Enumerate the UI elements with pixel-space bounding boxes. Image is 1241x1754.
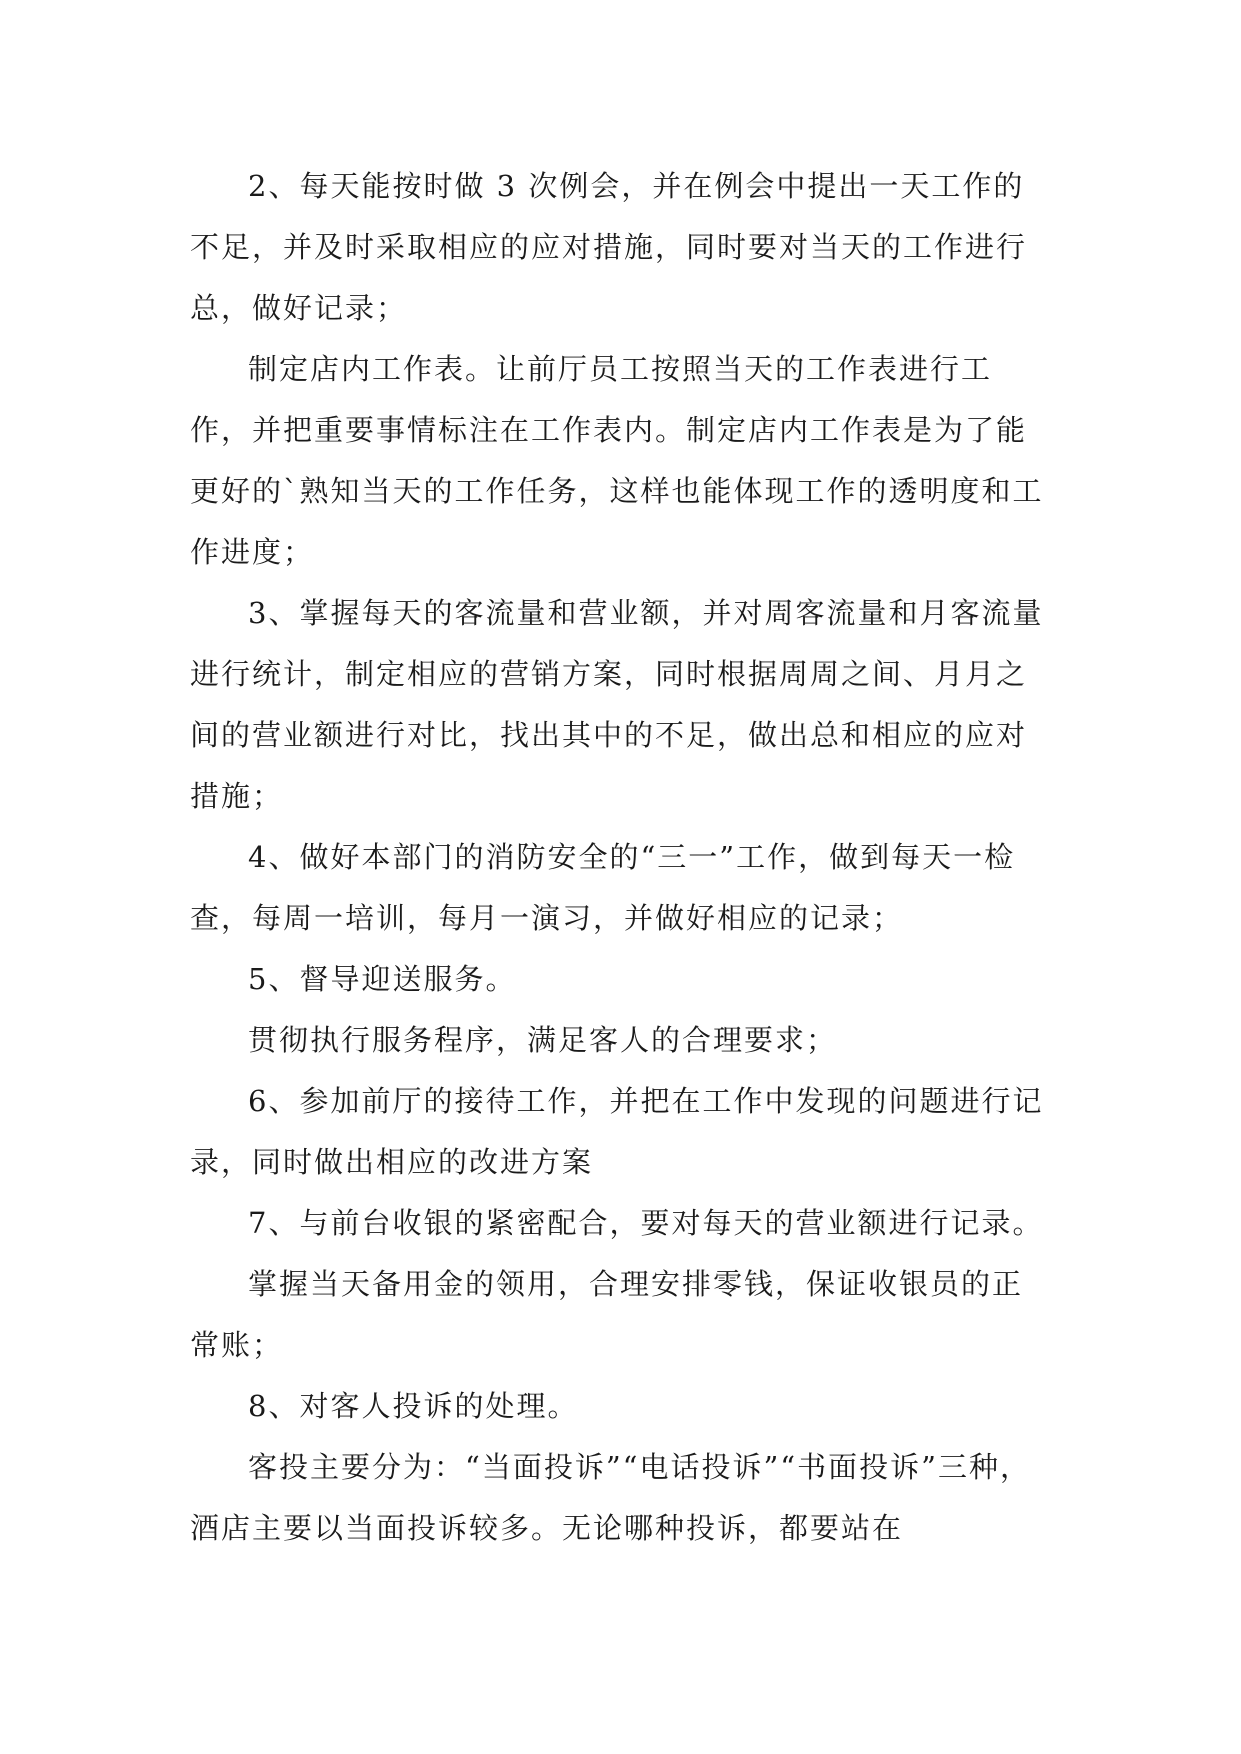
- document-body: [190, 156, 1050, 1559]
- paragraph-meetings: 2、每天能按时做 3 次例会，并在例会中提出一天工作的不足，并及时采取相应的应对措施，同时要对当天的工作进行总，做好记录；: [190, 169, 1028, 325]
- paragraph-service-procedure: 贯彻执行服务程序，满足客人的合理要求；: [248, 1023, 838, 1057]
- paragraph-complaints-heading: 8、对客人投诉的处理。: [248, 1389, 579, 1423]
- paragraph-work-schedule: 制定店内工作表。让前厅员工按照当天的工作表进行工作，并把重要事情标注在工作表内。制定店内工作表是为了能更好的`熟知当天的工作任务，这样也能体现工作的透明度和工作进度；: [190, 352, 1044, 569]
- paragraph-customer-flow: 3、掌握每天的客流量和营业额，并对周客流量和月客流量进行统计，制定相应的营销方案，同时根据周周之间、月月之间的营业额进行对比，找出其中的不足，做出总和相应的应对措施；: [190, 596, 1044, 813]
- paragraph-cashier-cooperation: 7、与前台收银的紧密配合，要对每天的营业额进行记录。: [248, 1206, 1044, 1240]
- paragraph-reception-work: 6、参加前厅的接待工作，并把在工作中发现的问题进行记录，同时做出相应的改进方案: [190, 1084, 1044, 1179]
- paragraph-complaint-types: 客投主要分为：“当面投诉”“电话投诉”“书面投诉”三种，酒店主要以当面投诉较多。无论哪种投诉，都要站在: [190, 1450, 1031, 1545]
- paragraph-fire-safety: 4、做好本部门的消防安全的“三一”工作，做到每天一检查，每周一培训，每月一演习，并做好相应的记录；: [190, 840, 1016, 935]
- paragraph-petty-cash: 掌握当天备用金的领用，合理安排零钱，保证收银员的正常账；: [190, 1267, 1024, 1362]
- paragraph-greeting-service: 5、督导迎送服务。: [248, 962, 517, 996]
